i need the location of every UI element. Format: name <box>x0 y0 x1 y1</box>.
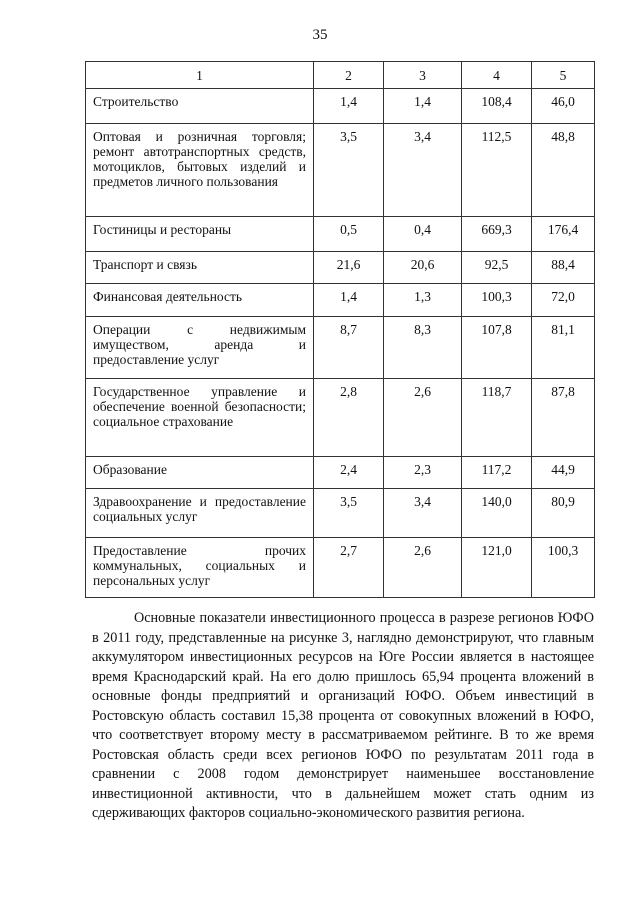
row-label: Строительство <box>86 89 314 124</box>
body-paragraph: Основные показатели инвестиционного процесса в разрезе регионов ЮФО в 2011 году, представленные на рисунке 3, наглядно демонстрируют, что главным аккумулятором инвестиционных ресурсов на Юге России является в настоящее время Краснодарский край. На его долю пришлось 65,94 процента вложений в основные фонды предприятий и организаций ЮФО. Объем инвестиций в Ростовскую область составил 15,38 процента от совокупных вложений в ЮФО, что соответствует второму месту в рассматриваемом рейтинге. В то же время Ростовская область среди всех регионов ЮФО по результатам 2011 года в сравнении с 2008 годом демонстрирует наименьшее восстановление инвестиционной активности, что в дальнейшем может стать одним из сдерживающих факторов социально-экономического развития региона. <box>92 610 594 821</box>
cell-value: 2,7 <box>314 538 384 598</box>
row-label: Гостиницы и рестораны <box>86 217 314 252</box>
statistics-table <box>85 61 595 598</box>
cell-value: 2,4 <box>314 457 384 489</box>
cell-value: 80,9 <box>532 489 595 538</box>
cell-value: 176,4 <box>532 217 595 252</box>
cell-value: 1,4 <box>314 89 384 124</box>
cell-value: 118,7 <box>462 379 532 457</box>
row-label: Образование <box>86 457 314 489</box>
cell-value: 20,6 <box>384 252 462 284</box>
cell-value: 3,4 <box>384 489 462 538</box>
row-label: Операции с недвижимым имуществом, аренда и предоставление услуг <box>86 317 314 379</box>
cell-value: 100,3 <box>462 284 532 317</box>
column-header-4: 4 <box>462 62 532 89</box>
cell-value: 72,0 <box>532 284 595 317</box>
cell-value: 21,6 <box>314 252 384 284</box>
cell-value: 8,3 <box>384 317 462 379</box>
cell-value: 3,5 <box>314 124 384 217</box>
table-row <box>86 379 595 457</box>
cell-value: 81,1 <box>532 317 595 379</box>
column-header-3: 3 <box>384 62 462 89</box>
cell-value: 107,8 <box>462 317 532 379</box>
table-row <box>86 284 595 317</box>
cell-value: 3,5 <box>314 489 384 538</box>
cell-value: 121,0 <box>462 538 532 598</box>
row-label: Транспорт и связь <box>86 252 314 284</box>
cell-value: 48,8 <box>532 124 595 217</box>
row-label: Здравоохранение и предоставление социальных услуг <box>86 489 314 538</box>
cell-value: 108,4 <box>462 89 532 124</box>
cell-value: 92,5 <box>462 252 532 284</box>
column-header-5: 5 <box>532 62 595 89</box>
row-label: Государственное управление и обеспечение военной безопасности; социальное страхование <box>86 379 314 457</box>
column-header-2: 2 <box>314 62 384 89</box>
cell-value: 0,5 <box>314 217 384 252</box>
cell-value: 2,6 <box>384 538 462 598</box>
cell-value: 46,0 <box>532 89 595 124</box>
cell-value: 1,4 <box>314 284 384 317</box>
row-label: Финансовая деятельность <box>86 284 314 317</box>
cell-value: 1,4 <box>384 89 462 124</box>
cell-value: 44,9 <box>532 457 595 489</box>
table-row <box>86 489 595 538</box>
table-row <box>86 538 595 598</box>
cell-value: 117,2 <box>462 457 532 489</box>
cell-value: 87,8 <box>532 379 595 457</box>
row-label: Предоставление прочих коммунальных, социальных и персональных услуг <box>86 538 314 598</box>
table-row <box>86 252 595 284</box>
cell-value: 8,7 <box>314 317 384 379</box>
cell-value: 0,4 <box>384 217 462 252</box>
cell-value: 1,3 <box>384 284 462 317</box>
page-number: 35 <box>312 27 328 43</box>
cell-value: 100,3 <box>532 538 595 598</box>
cell-value: 2,8 <box>314 379 384 457</box>
cell-value: 2,3 <box>384 457 462 489</box>
table-row <box>86 89 595 124</box>
cell-value: 2,6 <box>384 379 462 457</box>
cell-value: 112,5 <box>462 124 532 217</box>
table-row <box>86 124 595 217</box>
table-row <box>86 317 595 379</box>
table-row <box>86 457 595 489</box>
table-row <box>86 217 595 252</box>
table-header-row <box>86 62 595 89</box>
cell-value: 669,3 <box>462 217 532 252</box>
cell-value: 88,4 <box>532 252 595 284</box>
row-label: Оптовая и розничная торговля; ремонт автотранспортных средств, мотоциклов, бытовых изделий и предметов личного пользования <box>86 124 314 217</box>
column-header-1: 1 <box>86 62 314 89</box>
cell-value: 3,4 <box>384 124 462 217</box>
cell-value: 140,0 <box>462 489 532 538</box>
